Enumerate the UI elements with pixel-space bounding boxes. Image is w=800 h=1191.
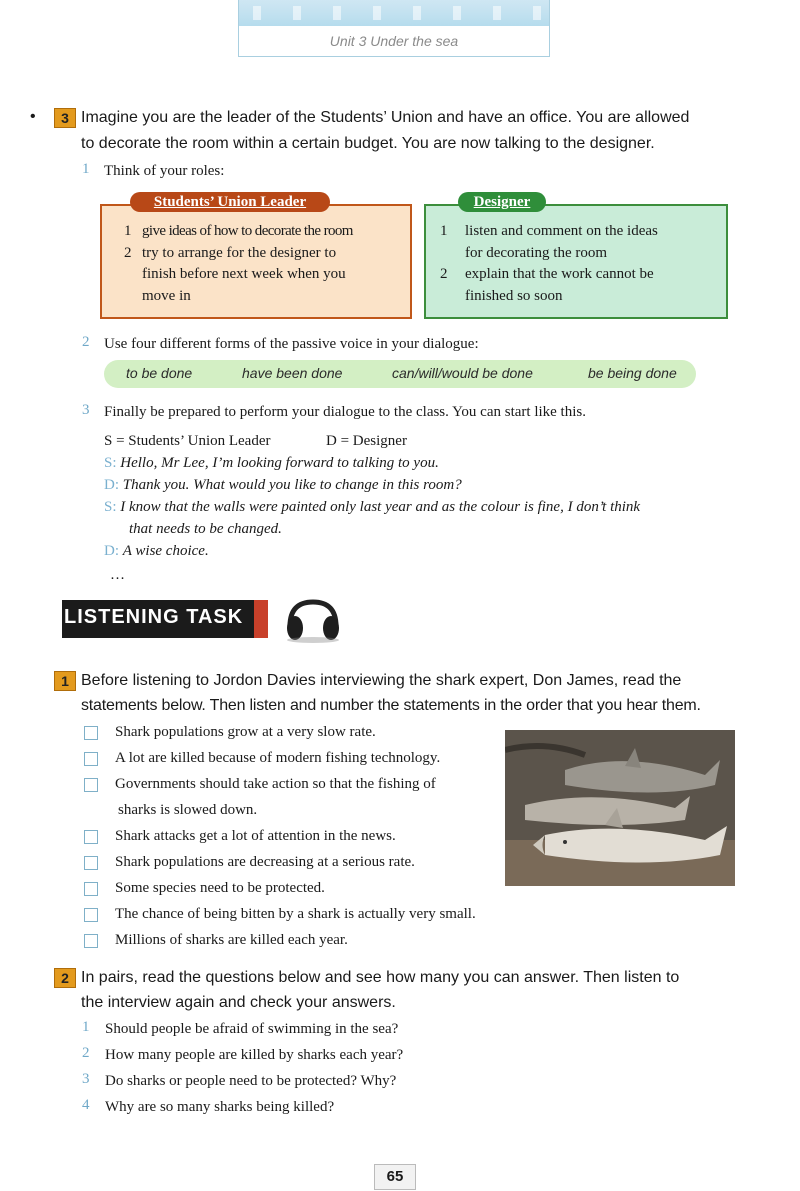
shark-photo: [505, 730, 735, 886]
statement-text: Governments should take action so that the fishing of: [115, 776, 436, 792]
task-3-badge: 3: [54, 108, 76, 128]
listening-task-2-line-1: In pairs, read the questions below and see how many you can answer. Then listen to: [81, 969, 680, 986]
headphones-icon: [282, 596, 344, 644]
statement-checkbox[interactable]: [84, 778, 98, 792]
passive-form-3: can/will/would be done: [392, 365, 533, 381]
passive-form-2: have been done: [242, 365, 343, 381]
task-3-line-2: to decorate the room within a certain budget. You are now talking to the designer.: [81, 135, 655, 152]
dialogue-line-2: D: Thank you. What would you like to change in this room?: [104, 477, 462, 493]
designer-item-1: 1 listen and comment on the ideas: [440, 223, 658, 239]
step-1-text: Think of your roles:: [104, 163, 225, 179]
question-number: 2: [82, 1045, 90, 1061]
listening-task-1-line-1: Before listening to Jordon Davies interviewing the shark expert, Don James, read the: [81, 672, 682, 689]
question-text: Do sharks or people need to be protected? Why?: [105, 1073, 397, 1089]
question-number: 4: [82, 1097, 90, 1113]
task-3-line-1: Imagine you are the leader of the Students’ Union and have an office. You are allowed: [81, 109, 690, 126]
designer-role-box: [424, 204, 728, 319]
designer-item-1-line-2: for decorating the room: [465, 244, 608, 261]
statement-checkbox[interactable]: [84, 882, 98, 896]
leader-item-2: 2 try to arrange for the designer to: [124, 244, 337, 261]
leader-role-list: [124, 221, 353, 307]
banner-accent: [254, 600, 268, 638]
sea-image: [239, 0, 549, 26]
statement-checkbox[interactable]: [84, 908, 98, 922]
dialogue-line-4: D: A wise choice.: [104, 543, 209, 559]
designer-box-title: Designer: [458, 192, 546, 212]
question-number: 1: [82, 1019, 90, 1035]
passive-form-4: be being done: [588, 365, 677, 381]
statement-text: The chance of being bitten by a shark is actually very small.: [115, 906, 476, 922]
page-number: 65: [374, 1164, 416, 1190]
statement-text: Millions of sharks are killed each year.: [115, 932, 348, 948]
statement-checkbox[interactable]: [84, 830, 98, 844]
question-text: Should people be afraid of swimming in the sea?: [105, 1021, 399, 1037]
step-3-number: 3: [82, 402, 90, 418]
key-leader: S = Students’ Union Leader: [104, 433, 271, 449]
passive-forms-bar: [104, 360, 696, 388]
dialogue-ellipsis: …: [110, 567, 125, 583]
leader-role-box: [100, 204, 412, 319]
statement-text: Shark populations are decreasing at a serious rate.: [115, 854, 415, 870]
listening-task-1-badge: 1: [54, 671, 76, 691]
listening-task-2-line-2: the interview again and check your answers.: [81, 994, 396, 1011]
statement-checkbox[interactable]: [84, 752, 98, 766]
listening-task-2-badge: 2: [54, 968, 76, 988]
designer-role-list: [440, 221, 658, 307]
designer-item-2-line-2: finished so soon: [465, 287, 563, 304]
statement-text-continuation: sharks is slowed down.: [118, 802, 258, 818]
statement-text: Shark populations grow at a very slow rate.: [115, 724, 376, 740]
listening-task-banner: [62, 600, 260, 638]
passive-form-1: to be done: [126, 365, 193, 381]
unit-label: Unit 3 Under the sea: [329, 33, 459, 49]
statement-text: Shark attacks get a lot of attention in the news.: [115, 828, 396, 844]
step-2-number: 2: [82, 334, 90, 350]
step-2-text: Use four different forms of the passive voice in your dialogue:: [104, 336, 479, 352]
leader-item-1: 1 give ideas of how to decorate the room: [124, 223, 353, 239]
leader-box-title: Students’ Union Leader: [130, 192, 330, 212]
leader-item-2-line-2: finish before next week when you: [142, 266, 346, 282]
listening-task-1-line-2: statements below. Then listen and number the statements in the order that you hear them.: [81, 697, 701, 714]
question-number: 3: [82, 1071, 90, 1087]
statement-text: Some species need to be protected.: [115, 880, 325, 896]
key-designer: D = Designer: [326, 433, 407, 449]
statement-checkbox[interactable]: [84, 726, 98, 740]
designer-item-2: 2 explain that the work cannot be: [440, 266, 654, 282]
step-3-text: Finally be prepared to perform your dialogue to the class. You can start like this.: [104, 404, 586, 420]
statement-text: A lot are killed because of modern fishing technology.: [115, 750, 441, 766]
leader-item-2-line-3: move in: [142, 287, 191, 304]
statement-checkbox[interactable]: [84, 934, 98, 948]
statement-checkbox[interactable]: [84, 856, 98, 870]
step-1-number: 1: [82, 161, 90, 177]
dialogue-line-1: S: Hello, Mr Lee, I’m looking forward to talking to you.: [104, 455, 439, 471]
listening-task-title: LISTENING TASK: [64, 606, 244, 628]
question-text: How many people are killed by sharks each year?: [105, 1047, 404, 1063]
question-text: Why are so many sharks being killed?: [105, 1099, 335, 1115]
optional-bullet: •: [30, 108, 36, 125]
dialogue-line-3: S: I know that the walls were painted only last year and as the colour is fine, I don’t think: [104, 499, 641, 515]
unit-header-tab: [238, 0, 550, 57]
dialogue-line-3-cont: that needs to be changed.: [129, 521, 282, 537]
